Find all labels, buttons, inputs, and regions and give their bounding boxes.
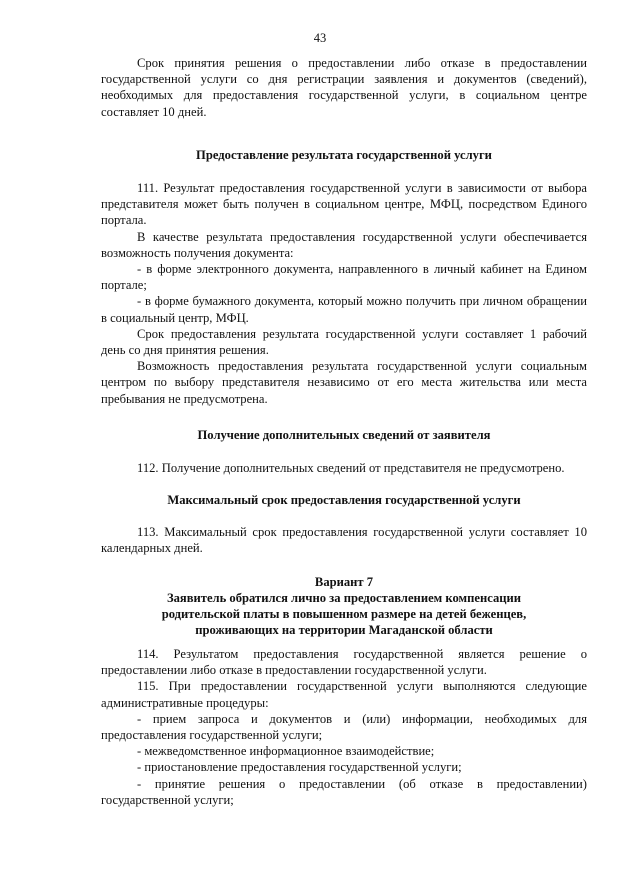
- paragraph-111: 111. Результат предоставления государственной услуги в зависимости от выбора представителя может быть получен в социальном центре, МФЦ, посредством Единого портала.: [101, 181, 587, 228]
- section-114-115: [101, 646, 587, 808]
- paragraph-114: 114. Результатом предоставления государственной является решение о предоставлении либо отказе в предоставлении государственной услуги.: [101, 647, 587, 678]
- heading-result-provision: Предоставление результата государственной услуги: [196, 148, 492, 162]
- paragraph-113: 113. Максимальный срок предоставления государственной услуги составляет 10 календарных дней.: [101, 525, 587, 556]
- heading-variant: Вариант 7: [314, 575, 374, 589]
- section-112: [101, 460, 587, 476]
- heading-variant-description: Заявитель обратился лично за предоставлением компенсации родительской платы в повышенном размере на детей беженцев, проживающих на территории Магаданской области: [161, 591, 527, 637]
- intro-section: [101, 55, 587, 120]
- paragraph-115-c: - приостановление предоставления государственной услуги;: [137, 760, 462, 775]
- section-113: [101, 524, 587, 556]
- paragraph-111-e: Срок предоставления результата государственной услуги составляет 1 рабочий день со дня принятия решения.: [101, 326, 587, 358]
- page-number: 43: [313, 31, 327, 45]
- paragraph-115: 115. При предоставлении государственной услуги выполняются следующие административные процедуры:: [101, 679, 587, 710]
- paragraph-111-d: - в форме бумажного документа, который можно получить при личном обращении в социальный центр, МФЦ.: [101, 294, 587, 325]
- paragraph-111-b: В качестве результата предоставления государственной услуги обеспечивается возможность получения документа:: [101, 229, 587, 260]
- paragraph-111-f: Возможность предоставления результата государственной услуги социальным центром по выбору представителя независимо от его места жительства или места пребывания не предусмотрена.: [101, 359, 587, 406]
- paragraph-112: 112. Получение дополнительных сведений от представителя не предусмотрено.: [137, 461, 565, 475]
- section-111: [101, 180, 587, 407]
- paragraph-115-d: - принятие решения о предоставлении (об отказе в предоставлении) государственной услуги;: [101, 776, 587, 807]
- paragraph-115-a: - прием запроса и документов и (или) информации, необходимых для предоставления государственной услуги;: [101, 711, 587, 743]
- paragraph-115-b: - межведомственное информационное взаимодействие;: [137, 744, 435, 759]
- paragraph-intro: Срок принятия решения о предоставлении либо отказе в предоставлении государственной услуги со дня регистрации заявления и документов (сведений), необходимых для предоставления государственной услуги, в социальном центре составляет 10 дней.: [101, 56, 587, 119]
- heading-extra-info: Получение дополнительных сведений от заявителя: [197, 428, 491, 442]
- paragraph-111-c: - в форме электронного документа, направленного в личный кабинет на Едином портале;: [101, 262, 587, 293]
- heading-max-term: Максимальный срок предоставления государственной услуги: [167, 493, 521, 507]
